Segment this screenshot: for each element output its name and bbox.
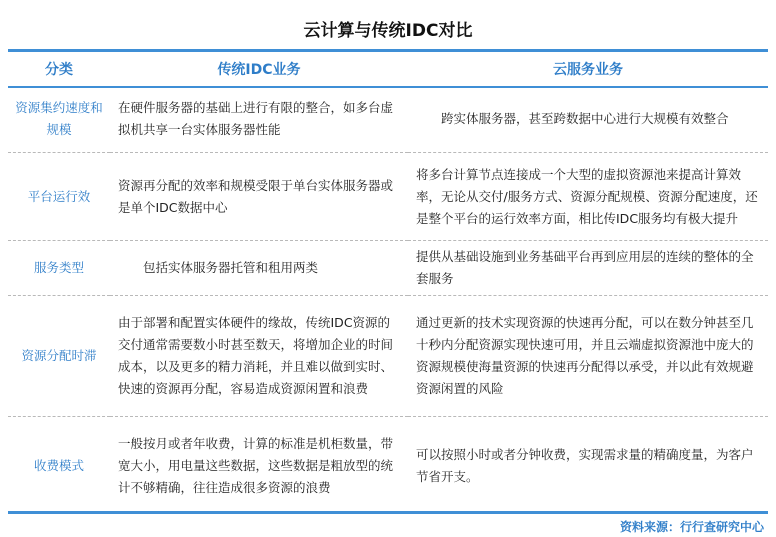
table-row <box>8 417 768 516</box>
table-row <box>8 241 768 296</box>
row-category: 平台运行效 <box>8 153 110 241</box>
table-row <box>8 296 768 417</box>
table-row <box>8 86 768 153</box>
row-cloud-cell: 通过更新的技术实现资源的快速再分配，可以在数分钟甚至几十秒内分配资源实现快速可用，并且云端虚拟资源池中庞大的资源规模使海量资源的快速再分配得以承受，并以此有效规避资源闲置的风险 <box>408 296 768 417</box>
row-idc-cell: 由于部署和配置实体硬件的缘故，传统IDC资源的交付通常需要数小时甚至数天，将增加企业的时间成本，以及更多的精力消耗，并且难以做到实时、快速的资源再分配，容易造成资源闲置和浪费 <box>110 296 408 417</box>
row-category: 资源分配时滞 <box>8 296 110 417</box>
header-cloud-service: 云服务业务 <box>553 62 623 78</box>
row-category: 服务类型 <box>8 241 110 296</box>
row-category: 资源集约速度和规模 <box>8 86 110 153</box>
header-traditional-idc: 传统IDC业务 <box>217 62 301 78</box>
row-cloud-cell: 跨实体服务器，甚至跨数据中心进行大规模有效整合 <box>408 86 768 153</box>
row-idc-cell: 一般按月或者年收费，计算的标准是机柜数量，带宽大小，用电量这些数据，这些数据是粗放型的统计不够精确，往往造成很多资源的浪费 <box>118 436 394 495</box>
header-category: 分类 <box>45 62 73 78</box>
row-idc-cell: 包括实体服务器托管和租用两类 <box>110 241 408 296</box>
table-header-row <box>8 52 768 86</box>
row-cloud-cell: 将多台计算节点连接成一个大型的虚拟资源池来提高计算效率，无论从交付/服务方式、资源分配规模、资源分配速度，还是整个平台的运行效率方面，相比传IDC服务均有极大提升 <box>408 153 768 241</box>
row-category: 收费模式 <box>33 458 84 473</box>
row-idc-cell: 在硬件服务器的基础上进行有限的整合，如多台虚拟机共享一台实体服务器性能 <box>110 86 408 153</box>
row-cloud-cell: 可以按照小时或者分钟收费，实现需求量的精确度量，为客户节省开支。 <box>416 447 754 484</box>
bottom-rule <box>8 511 768 514</box>
row-cloud-cell: 提供从基础设施到业务基础平台再到应用层的连续的整体的全套服务 <box>408 241 768 296</box>
row-idc-cell: 资源再分配的效率和规模受限于单台实体服务器或是单个IDC数据中心 <box>110 153 408 241</box>
source-note: 资料来源：行行查研究中心 <box>619 520 764 534</box>
table-row <box>8 153 768 241</box>
page-title: 云计算与传统IDC对比 <box>303 21 473 41</box>
comparison-table <box>8 52 768 515</box>
